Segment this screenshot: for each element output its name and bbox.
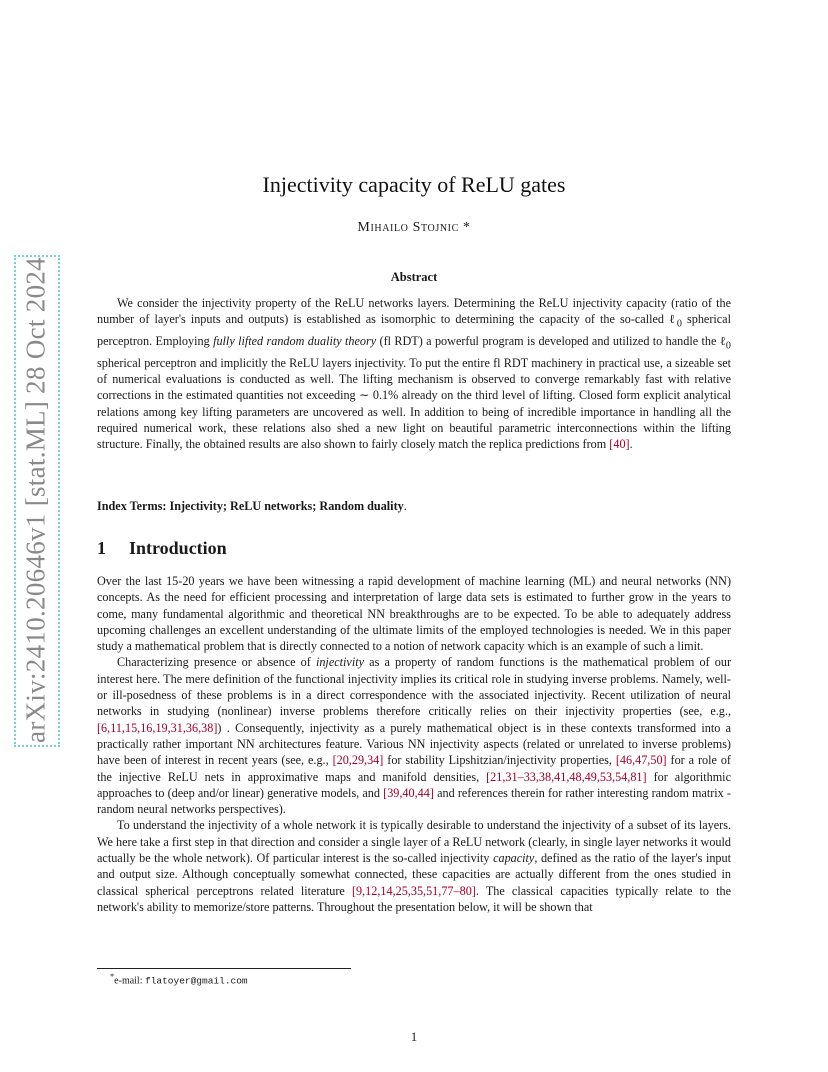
emphasis: injectivity [315, 655, 365, 670]
text-segment: as a property of random functions is the mathematical problem of our interest here. The mere definition of the functional injectivity implies its critical role in studying inverse problems. Namely, well- or ill-posedness of these problems is in a direct correspondence with the associated injectivity. Recent utilization of neural networks in studying (nonlinear) inverse problems therefore critically relies on their injectivity properties (see, e.g., [97, 655, 732, 719]
paragraph [97, 817, 731, 915]
arxiv-identifier: arXiv:2410.20646v1 [stat.ML] 28 Oct 2024 [20, 257, 51, 743]
abstract-segment: spherical perceptron. Employing [97, 312, 731, 349]
abstract-segment: We consider the injectivity property of the ReLU networks layers. Determining the ReLU injectivity capacity (ratio of the number of layer's inputs and outputs) is established as isomorphic to determining the capacity of the so-called ℓ [97, 296, 731, 327]
footnote-mark: * [110, 972, 115, 981]
abstract-heading: Abstract [390, 270, 438, 284]
abstract-segment: spherical perceptron and implicitly the ReLU layers injectivity. To put the entire fl RDT machinery in practical use, a sizeable set of numerical evaluations is conducted as well. The lifting mechanism is observed to converge remarkably fast with relative corrections in the estimated quantities not exceeding ∼ 0.1% already on the third level of lifting. Closed form explicit analytical relations among key lifting parameters are uncovered as well. In addition to being of incredible importance in handling all the required numerical work, these relations also shed a new light on beautiful parametric interconnections within the lifting structure. Finally, the obtained results are also shown to fairly closely match the replica predictions from [97, 355, 731, 452]
citation-link[interactable]: [40] [609, 437, 630, 452]
text-segment: . The classical capacities typically relate to the network's ability to memorize/store patterns. Throughout the presentation below, it will be shown that [97, 883, 731, 914]
emphasis: capacity [493, 851, 535, 866]
citation-link[interactable]: [9,12,14,25,35,51,77–80] [351, 883, 476, 898]
text-segment: and references therein for rather interesting random matrix - random neural networks perspectives). [97, 785, 731, 817]
footnote-label: e-mail: [114, 975, 145, 987]
abstract-text [97, 295, 731, 453]
paragraph [97, 654, 731, 817]
citation-link[interactable]: [21,31–33,38,41,48,49,53,54,81] [486, 769, 647, 784]
footnote-rule [97, 968, 351, 969]
text-segment: for stability Lipshitzian/injectivity properties, [383, 753, 616, 768]
index-terms [97, 499, 731, 514]
text-segment: for a role of the injective ReLU nets in approximative maps and manifold densities, [97, 753, 731, 784]
page-number: 1 [410, 1030, 418, 1044]
abstract-subscript: 0 [676, 318, 682, 330]
introduction-body [97, 573, 731, 915]
text-segment: Characterizing presence or absence of [117, 655, 316, 670]
footnote [110, 972, 248, 986]
abstract-segment: . [629, 437, 633, 452]
paper-title: Injectivity capacity of ReLU gates [262, 172, 566, 197]
abstract-segment: (fl RDT) a powerful program is developed and utilized to handle the ℓ [376, 334, 726, 349]
citation-link[interactable]: [39,40,44] [383, 785, 434, 800]
abstract-emphasis: fully lifted random duality theory [213, 334, 377, 349]
text-segment: , defined as the ratio of the layer's input and output size. Although conceptually somewhat connected, these capacities are actually different from the ones studied in classical spherical perceptrons related literature [97, 851, 731, 898]
paragraph: Over the last 15-20 years we have been witnessing a rapid development of machine learning (ML) and neural networks (NN) concepts. As the need for efficient processing and interpretation of large data sets is estimated to further grow in the years to come, many fundamental algorithmic and theoretical NN breakthroughs are to be expected. To be able to adequately address upcoming challenges an excellent understanding of the ultimate limits of the employed technologies is needed. We in this paper study a mathematical problem that is directly connected to a notion of network capacity which is an example of such a limit. [97, 574, 731, 654]
section-title: Introduction [129, 538, 227, 558]
text-segment: To understand the injectivity of a whole network it is typically desirable to understand the injectivity of a subset of its layers. We here take a first step in that direction and consider a single layer of a ReLU network (clearly, in single layer networks it would actually be the whole network). Of particular interest is the so-called injectivity [97, 818, 731, 866]
abstract-subscript: 0 [725, 340, 731, 352]
author-name: Mihailo Stojnic * [357, 220, 471, 235]
footnote-email[interactable]: flatoyer@gmail.com [145, 975, 248, 987]
text-segment: ) . Consequently, injectivity as a purely mathematical object is in these contexts transformed into a practically rather important NN architectures feature. Various NN injectivity aspects (related or unrelated to inverse problems) have been of interest in recent years (see, e.g., [97, 720, 731, 768]
index-terms-label: Index Terms: Injectivity; ReLU networks; Random duality [97, 499, 404, 513]
text-segment: for algorithmic approaches to (deep and/or linear) generative models, and [97, 769, 731, 800]
section-number: 1 [97, 538, 106, 558]
index-terms-end: . [403, 499, 407, 513]
citation-link[interactable]: [6,11,15,16,19,31,36,38] [97, 720, 218, 735]
citation-link[interactable]: [20,29,34] [332, 753, 384, 768]
section-heading [97, 538, 227, 559]
citation-link[interactable]: [46,47,50] [615, 753, 667, 768]
